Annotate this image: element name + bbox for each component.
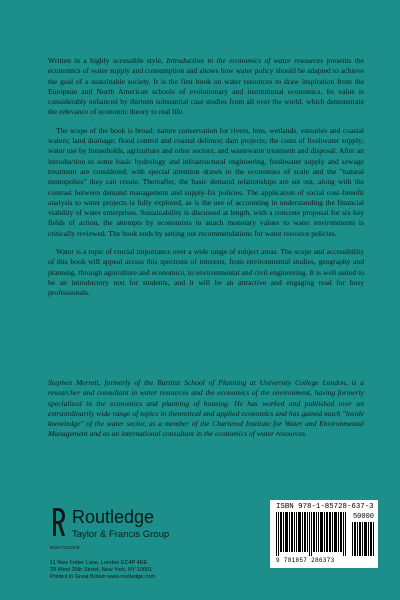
publisher-group: Taylor & Francis Group: [72, 529, 170, 540]
publisher-name: Routledge: [72, 507, 155, 527]
blurb-paragraph-1: [48, 56, 364, 118]
book-title-inline: Introduction to the economics of water resources: [166, 56, 324, 65]
address-line: 29 West 35th Street, New York, NY 10001: [50, 567, 153, 573]
barcode-number: 9 781857 286373: [276, 557, 335, 564]
isbn-text: ISBN 978-1-85728-637-3: [276, 503, 374, 511]
author-bio: [48, 378, 364, 440]
publisher-logo: [50, 505, 170, 555]
routledge-r-icon: [50, 505, 66, 539]
blurb-paragraph-2: The scope of the book is broad: nature conservation for rivers, fens, wetlands, estuaries and coastal waters; land drainage; flood control and coastal defence; dam projects; the costs of freshwater supply; water use by households, agriculture and other sectors; and wastewater treatment and disposal. After an introduction to some basic hydrology and infrastructural engineering, freshwater supply and sewage treatment are considered, with special attention drawn to the economies of scale and the "natural monopolies" they can create. Thereafter, the basic demand relationships are set out, along with the contrast between demand management and supply-fix policies. The application of social cost–benefit analysis to water projects is fully explored, as is the use of accounting in understanding the financial viability of water enterprises. Sustainability is discussed at length, with a concrete proposal for six key fields of action, the attempts by economists to attach monetary values to water environments is critically reviewed. The book ends by setting out recommendations for water resource policies.: [48, 125, 364, 238]
blurb-lead: Written in a highly accessible style,: [48, 56, 167, 65]
price-code-text: 50000: [352, 513, 374, 521]
blurb: [48, 56, 364, 299]
address-line: 11 New Fetter Lane, London EC4P 4EE: [50, 560, 148, 566]
blurb-rest: presents the economics of water supply and consumption and shows how water policy should be adapted to achieve the goal of a sustainable society. It is the first book on water resources to draw inspiration from the European and North American schools of evolutionary and institutional economics. Its value is considerably enhanced by thirteen substantial case studies from all over the world, which demonstrate the relevance of economic theory to real life.: [48, 56, 364, 117]
logo-vertical-tag: ROUTLEDGE: [50, 545, 80, 550]
blurb-paragraph-3: Water is a topic of crucial importance over a wide range of subject areas. The scope and accessibility of this book will appeal across this spectrum of interests, from environmental studies, geography and planning, through agriculture and economics, to environmental and civil engineering. It is well suited to be an introductory text for students, and it will be an attractive and engaging read for busy professionals.: [48, 247, 364, 298]
author-bio-text: Stephen Merrett, formerly of the Bartlett School of Planning at University College London, is a researcher and consultant in water resources and the economics of the environment, having formerly specialized in the economics and planning of housing. He has worked and published over an extraordinarily wide range of topics in theoretical and applied economics and has gained much "inside knowledge" of the water sector, as a member of the Chartered Institute for Water and Environmental Management and as an international consultant in the economics of water resources.: [48, 378, 364, 439]
price-barcode-icon: [352, 522, 374, 556]
isbn-barcode: [270, 500, 378, 568]
publisher-address: [50, 560, 250, 581]
address-line: Printed in Great Britain www.routledge.com: [50, 574, 156, 580]
ean-barcode-icon: [276, 512, 346, 556]
